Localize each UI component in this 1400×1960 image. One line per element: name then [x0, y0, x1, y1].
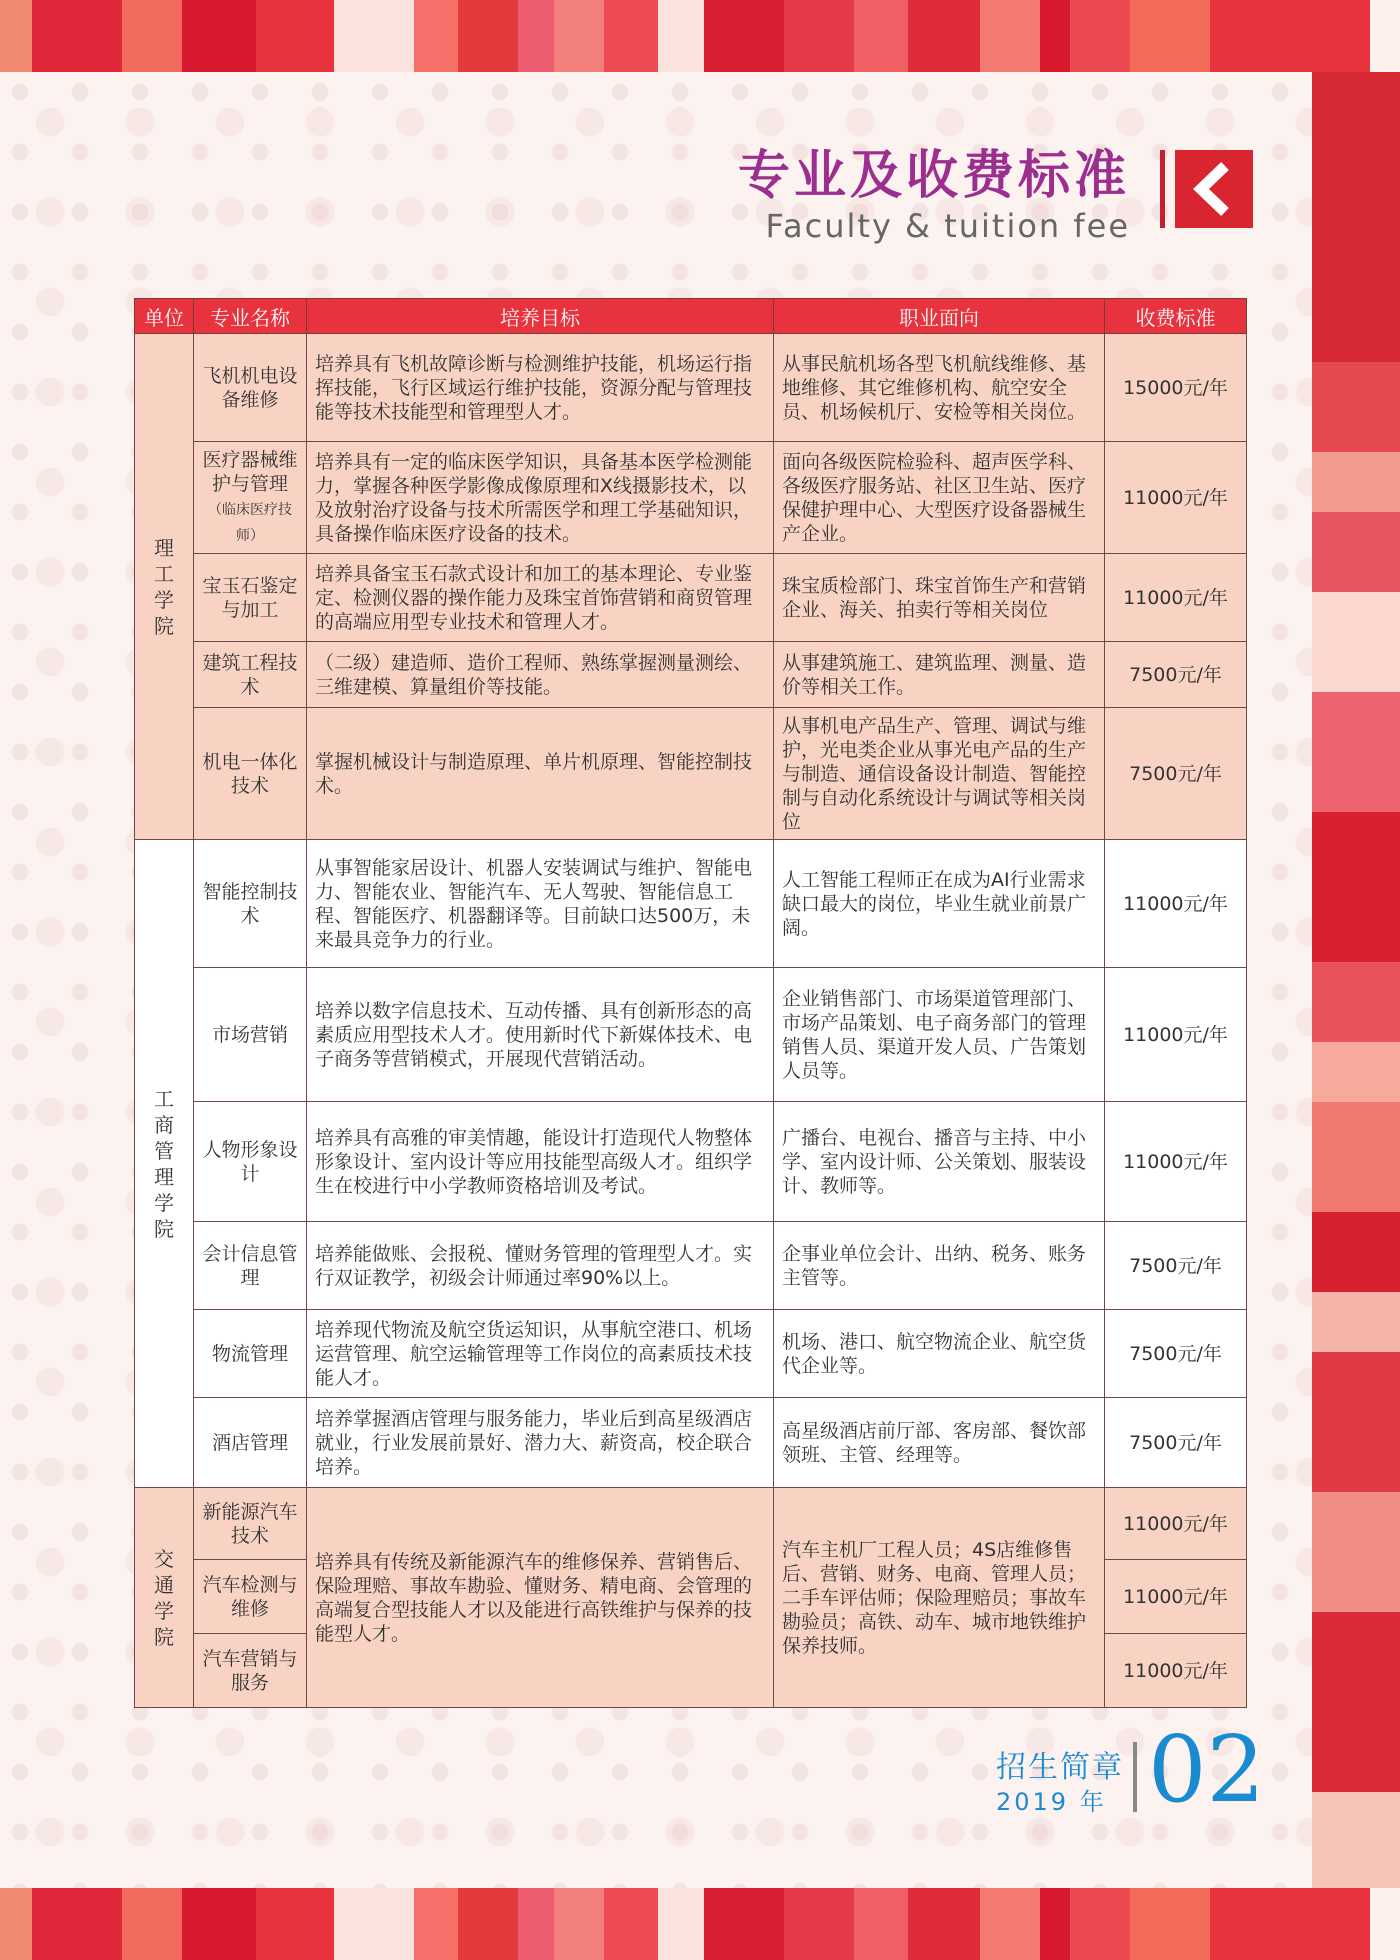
fee-cell: 11000元/年: [1105, 968, 1247, 1102]
career-cell: 从事机电产品生产、管理、调试与维护，光电类企业从事光电产品的生产与制造、通信设备设计制造、智能控制与自动化系统设计与调试等相关岗位: [774, 708, 1105, 840]
college-name: 交通学院: [154, 1546, 174, 1649]
fee-cell: 11000元/年: [1105, 840, 1247, 968]
college-cell: [135, 840, 194, 1488]
major-cell: 物流管理: [194, 1310, 307, 1398]
major-cell: 汽车营销与服务: [194, 1634, 307, 1708]
page-heading: [738, 146, 1130, 246]
major-cell: 酒店管理: [194, 1398, 307, 1488]
table-row: [135, 840, 1247, 968]
major-cell: 会计信息管理: [194, 1222, 307, 1310]
college-cell: [135, 334, 194, 840]
table-row: [135, 442, 1247, 554]
table-row: [135, 1398, 1247, 1488]
major-note: （临床医疗技师）: [208, 501, 292, 544]
fee-cell: 11000元/年: [1105, 1488, 1247, 1560]
career-cell: 广播台、电视台、播音与主持、中小学、室内设计师、公关策划、服装设计、教师等。: [774, 1102, 1105, 1222]
page-subtitle: Faculty & tuition fee: [765, 207, 1130, 245]
header-fee: 收费标准: [1105, 299, 1247, 334]
chevron-left-icon: [1175, 150, 1253, 228]
title-divider: [1160, 150, 1165, 228]
major-cell: 汽车检测与维修: [194, 1560, 307, 1634]
page-title: 专业及收费标准: [737, 146, 1130, 206]
header-unit: 单位: [135, 299, 194, 334]
top-color-stripe: [0, 0, 1400, 72]
header-career: 职业面向: [774, 299, 1105, 334]
goal-cell: 培养具有高雅的审美情趣，能设计打造现代人物整体形象设计、室内设计等应用技能型高级人才。组织学生在校进行中小学教师资格培训及考试。: [307, 1102, 774, 1222]
goal-cell: 培养具备宝玉石款式设计和加工的基本理论、专业鉴定、检测仪器的操作能力及珠宝首饰营销和商贸管理的高端应用型专业技术和管理人才。: [307, 554, 774, 642]
table-row: [135, 554, 1247, 642]
goal-cell: 培养具有飞机故障诊断与检测维护技能，机场运行指挥技能，飞行区域运行维护技能，资源分配与管理技能等技术技能型和管理型人才。: [307, 334, 774, 442]
fee-cell: 7500元/年: [1105, 1398, 1247, 1488]
fee-cell: 11000元/年: [1105, 1102, 1247, 1222]
bottom-color-stripe: [0, 1888, 1400, 1960]
fee-cell: 11000元/年: [1105, 1634, 1247, 1708]
goal-cell: （二级）建造师、造价工程师、熟练掌握测量测绘、三维建模、算量组价等技能。: [307, 642, 774, 708]
table-row: [135, 1488, 1247, 1560]
goal-cell: 培养以数字信息技术、互动传播、具有创新形态的高素质应用型技术人才。使用新时代下新媒体技术、电子商务等营销模式，开展现代营销活动。: [307, 968, 774, 1102]
tuition-table: [134, 298, 1247, 1708]
major-cell: 建筑工程技术: [194, 642, 307, 708]
career-cell: 企业销售部门、市场渠道管理部门、市场产品策划、电子商务部门的管理销售人员、渠道开发人员、广告策划人员等。: [774, 968, 1105, 1102]
college-name: 理工学院: [154, 535, 174, 638]
college-cell: [135, 1488, 194, 1708]
table-header-row: [135, 299, 1247, 334]
fee-cell: 7500元/年: [1105, 1310, 1247, 1398]
career-cell: 从事民航机场各型飞机航线维修、基地维修、其它维修机构、航空安全员、机场候机厅、安检等相关岗位。: [774, 334, 1105, 442]
goal-cell: 培养具有一定的临床医学知识，具备基本医学检测能力，掌握各种医学影像成像原理和X线摄影技术，以及放射治疗设备与技术所需医学和理工学基础知识，具备操作临床医疗设备的技术。: [307, 442, 774, 554]
major-cell: 人物形象设计: [194, 1102, 307, 1222]
table-row: [135, 642, 1247, 708]
fee-cell: 7500元/年: [1105, 1222, 1247, 1310]
table-row: [135, 1102, 1247, 1222]
goal-cell: 培养现代物流及航空货运知识，从事航空港口、机场运营管理、航空运输管理等工作岗位的高素质技术技能人才。: [307, 1310, 774, 1398]
goal-cell: 从事智能家居设计、机器人安装调试与维护、智能电力、智能农业、智能汽车、无人驾驶、智能信息工程、智能医疗、机器翻译等。目前缺口达500万，未来最具竞争力的行业。: [307, 840, 774, 968]
major-cell: 市场营销: [194, 968, 307, 1102]
career-cell: 机场、港口、航空物流企业、航空货代企业等。: [774, 1310, 1105, 1398]
table-row: [135, 1222, 1247, 1310]
footer-divider: [1133, 1742, 1137, 1812]
major-cell: 飞机机电设备维修: [194, 334, 307, 442]
table-row: [135, 1310, 1247, 1398]
career-cell: 高星级酒店前厅部、客房部、餐饮部领班、主管、经理等。: [774, 1398, 1105, 1488]
brochure-year: 2019 年: [996, 1788, 1107, 1816]
major-cell: 机电一体化技术: [194, 708, 307, 840]
major-cell: 智能控制技术: [194, 840, 307, 968]
fee-cell: 11000元/年: [1105, 442, 1247, 554]
career-cell: 从事建筑施工、建筑监理、测量、造价等相关工作。: [774, 642, 1105, 708]
major-name: 医疗器械维护与管理: [202, 448, 298, 495]
fee-cell: 15000元/年: [1105, 334, 1247, 442]
fee-cell: 7500元/年: [1105, 708, 1247, 840]
table-row: [135, 968, 1247, 1102]
goal-cell: 培养掌握酒店管理与服务能力，毕业后到高星级酒店就业，行业发展前景好、潜力大、薪资高，校企联合培养。: [307, 1398, 774, 1488]
major-cell: 新能源汽车技术: [194, 1488, 307, 1560]
table-row: [135, 334, 1247, 442]
fee-cell: 7500元/年: [1105, 642, 1247, 708]
goal-cell: 培养具有传统及新能源汽车的维修保养、营销售后、保险理赔、事故车勘验、懂财务、精电商、会管理的高端复合型技能人才以及能进行高铁维护与保养的技能型人才。: [307, 1488, 774, 1708]
fee-cell: 11000元/年: [1105, 554, 1247, 642]
career-cell: 面向各级医院检验科、超声医学科、各级医疗服务站、社区卫生站、医疗保健护理中心、大型医疗设备器械生产企业。: [774, 442, 1105, 554]
college-name: 工商管理学院: [154, 1086, 174, 1241]
fee-cell: 11000元/年: [1105, 1560, 1247, 1634]
table-row: [135, 708, 1247, 840]
header-major: 专业名称: [194, 299, 307, 334]
career-cell: 企事业单位会计、出纳、税务、账务主管等。: [774, 1222, 1105, 1310]
major-cell: [194, 442, 307, 554]
page-number: 02: [1148, 1716, 1266, 1823]
goal-cell: 培养能做账、会报税、懂财务管理的管理型人才。实行双证教学，初级会计师通过率90%以上。: [307, 1222, 774, 1310]
goal-cell: 掌握机械设计与制造原理、单片机原理、智能控制技术。: [307, 708, 774, 840]
career-cell: 人工智能工程师正在成为AI行业需求缺口最大的岗位，毕业生就业前景广阔。: [774, 840, 1105, 968]
major-cell: 宝玉石鉴定与加工: [194, 554, 307, 642]
brochure-label: 招生简章: [996, 1750, 1124, 1785]
career-cell: 珠宝质检部门、珠宝首饰生产和营销企业、海关、拍卖行等相关岗位: [774, 554, 1105, 642]
right-color-band: [1312, 72, 1400, 1888]
header-goal: 培养目标: [307, 299, 774, 334]
career-cell: 汽车主机厂工程人员；4S店维修售后、营销、财务、电商、管理人员；二手车评估师；保险理赔员；事故车勘验员；高铁、动车、城市地铁维护保养技师。: [774, 1488, 1105, 1708]
